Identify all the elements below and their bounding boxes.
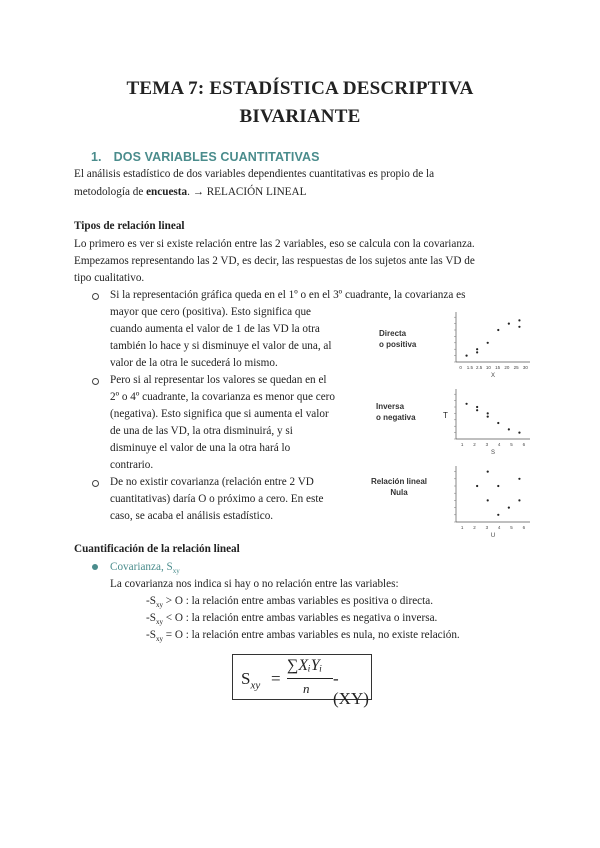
intro-text: metodología de xyxy=(74,186,147,198)
rule-symbol: -S xyxy=(146,595,156,607)
data-point xyxy=(487,416,489,418)
data-point xyxy=(508,507,510,509)
tipos-p2: Empezamos representando las 2 VD, es decir, las respuestas de los sujetos ante las VD de xyxy=(74,255,475,267)
bullet2-line: de una de las VD, la otra disminuirá, y si xyxy=(110,425,293,437)
data-point xyxy=(518,319,520,321)
tipos-heading: Tipos de relación lineal xyxy=(74,220,185,232)
data-point xyxy=(508,323,510,325)
data-point xyxy=(476,409,478,411)
intro-bold-word: encuesta xyxy=(146,186,188,198)
chart-label xyxy=(366,476,432,498)
data-point xyxy=(508,428,510,430)
x-tick-label: 4 xyxy=(497,525,501,530)
formula-equals: = xyxy=(271,669,281,688)
bullet1-line: valor de la otra le sucederá lo mismo. xyxy=(110,357,278,369)
data-point xyxy=(476,351,478,353)
bullet1-line: también lo hace y si disminuye el valor de una, al xyxy=(110,340,332,352)
scatter-chart-positive xyxy=(370,308,528,380)
intro-line2 xyxy=(74,184,306,200)
y-axis-label: T xyxy=(443,411,448,420)
x-tick-label: 5 xyxy=(510,525,513,530)
scatter-chart-null xyxy=(366,462,528,540)
bullet-marker xyxy=(92,378,99,385)
data-point xyxy=(518,478,520,480)
data-point xyxy=(476,348,478,350)
tipos-p3: tipo cualitativo. xyxy=(74,272,145,284)
rule-text: < O : la relación entre ambas variables es negativa o inversa. xyxy=(162,612,438,624)
data-point xyxy=(497,422,499,424)
rule-symbol: -S xyxy=(146,612,156,624)
section-number: 1. xyxy=(91,150,102,164)
chart-label-line2: o negativa xyxy=(376,413,416,422)
x-tick-label: 30 xyxy=(522,365,528,370)
covarianza-label: Covarianza, S xyxy=(110,561,173,573)
bullet-marker xyxy=(92,293,99,300)
data-point xyxy=(487,499,489,501)
data-point xyxy=(518,432,520,434)
formula-fraction-bar xyxy=(287,678,333,679)
bullet2-line: Pero si al representar los valores se quedan en el xyxy=(110,374,327,386)
cuantificacion-heading: Cuantificación de la relación lineal xyxy=(74,543,240,555)
x-tick-label: 2 xyxy=(473,525,476,530)
x-tick-label: 0 xyxy=(459,365,462,370)
bullet2-line: (negativa). Esto significa que si aumenta el valor xyxy=(110,408,329,420)
data-point xyxy=(465,403,467,405)
bullet2-line: 2º o 4º cuadrante, la covarianza es menor que cero xyxy=(110,391,335,403)
rule-null xyxy=(146,627,460,647)
bullet-marker xyxy=(92,480,99,487)
bullet1-line: Si la representación gráfica queda en el 1º o en el 3º cuadrante, la covarianza es xyxy=(110,289,466,301)
x-tick-label: 6 xyxy=(522,442,526,447)
data-point xyxy=(497,485,499,487)
x-tick-label: 3 xyxy=(485,442,489,447)
formula-tail: - (XY) xyxy=(333,669,369,708)
page-title-line1: TEMA 7: ESTADÍSTICA DESCRIPTIVA xyxy=(126,78,474,99)
x-tick-label: 6 xyxy=(522,525,526,530)
scatter-plot-null xyxy=(448,462,538,540)
x-tick-label: 25 xyxy=(513,365,519,370)
x-tick-label: 2.5 xyxy=(475,365,483,370)
x-tick-label: 20 xyxy=(504,365,510,370)
formula-subscript: xy xyxy=(250,679,261,692)
bullet3-line: De no existir covarianza (relación entre 2 VD xyxy=(110,476,314,488)
bullet2-line: contrario. xyxy=(110,459,154,471)
scatter-plot-negative xyxy=(448,385,538,457)
rule-subscript: xy xyxy=(155,601,163,610)
formula-lhs xyxy=(241,669,260,691)
x-tick-label: 2 xyxy=(473,442,476,447)
section-title: DOS VARIABLES CUANTITATIVAS xyxy=(113,150,320,164)
chart-label xyxy=(376,401,416,423)
rule-text: = O : la relación entre ambas variables es nula, no existe relación. xyxy=(162,629,460,641)
x-tick-label: 10 xyxy=(485,365,491,370)
rule-subscript: xy xyxy=(155,618,163,627)
rule-subscript: xy xyxy=(155,635,163,644)
x-axis-label: X xyxy=(490,373,496,379)
data-point xyxy=(487,412,489,414)
chart-label-line1: Relación lineal xyxy=(370,477,428,486)
bullet3-line: caso, se acaba el análisis estadístico. xyxy=(110,510,274,522)
x-tick-label: 1 xyxy=(460,442,464,447)
chart-label xyxy=(379,328,416,350)
bullet3-line: cuantitativas) daría O o próximo a cero. En este xyxy=(110,493,324,505)
data-point xyxy=(487,342,489,344)
intro-text-end: . → RELACIÓN LINEAL xyxy=(187,186,307,198)
formula-s: S xyxy=(241,669,251,688)
formula-denominator: n xyxy=(303,681,310,696)
data-point xyxy=(518,499,520,501)
chart-label-line2: Nula xyxy=(390,488,408,497)
covariance-formula xyxy=(232,654,372,708)
x-tick-label: 1.5 xyxy=(466,365,474,370)
x-tick-label: 1 xyxy=(460,525,464,530)
chart-label-line2: o positiva xyxy=(379,340,417,349)
x-axis-label: U xyxy=(490,533,496,539)
rule-symbol: -S xyxy=(146,629,156,641)
data-point xyxy=(476,406,478,408)
formula-numerator: ∑XᵢYᵢ xyxy=(287,657,323,674)
chart-label-line1: Directa xyxy=(379,329,407,338)
bullet1-line: mayor que cero (positiva). Esto significa que xyxy=(110,306,312,318)
data-point xyxy=(476,485,478,487)
scatter-chart-negative xyxy=(370,385,528,457)
page-title-line2: BIVARIANTE xyxy=(239,106,361,127)
data-point xyxy=(487,471,489,473)
covarianza-desc: La covarianza nos indica si hay o no relación entre las variables: xyxy=(110,578,399,590)
data-point xyxy=(518,326,520,328)
x-tick-label: 15 xyxy=(495,365,501,370)
tipos-p1: Lo primero es ver si existe relación entre las 2 variables, eso se calcula con la covarianza. xyxy=(74,238,475,250)
bullet-marker xyxy=(92,564,98,570)
x-tick-label: 4 xyxy=(497,442,501,447)
section-heading xyxy=(91,150,320,164)
x-tick-label: 3 xyxy=(485,525,489,530)
intro-line1: El análisis estadístico de dos variables dependientes cuantitativas es propio de la xyxy=(74,168,435,180)
chart-label-line1: Inversa xyxy=(376,402,405,411)
rule-text: > O : la relación entre ambas variables es positiva o directa. xyxy=(162,595,433,607)
scatter-plot-positive xyxy=(448,308,538,380)
data-point xyxy=(497,329,499,331)
data-point xyxy=(465,355,467,357)
x-axis-label: S xyxy=(490,450,496,456)
bullet1-line: cuando aumenta el valor de 1 de las VD la otra xyxy=(110,323,320,335)
bullet2-line: disminuye el valor de una la otra hará lo xyxy=(110,442,291,454)
x-tick-label: 5 xyxy=(510,442,513,447)
data-point xyxy=(497,514,499,516)
covarianza-subscript: xy xyxy=(172,567,180,576)
